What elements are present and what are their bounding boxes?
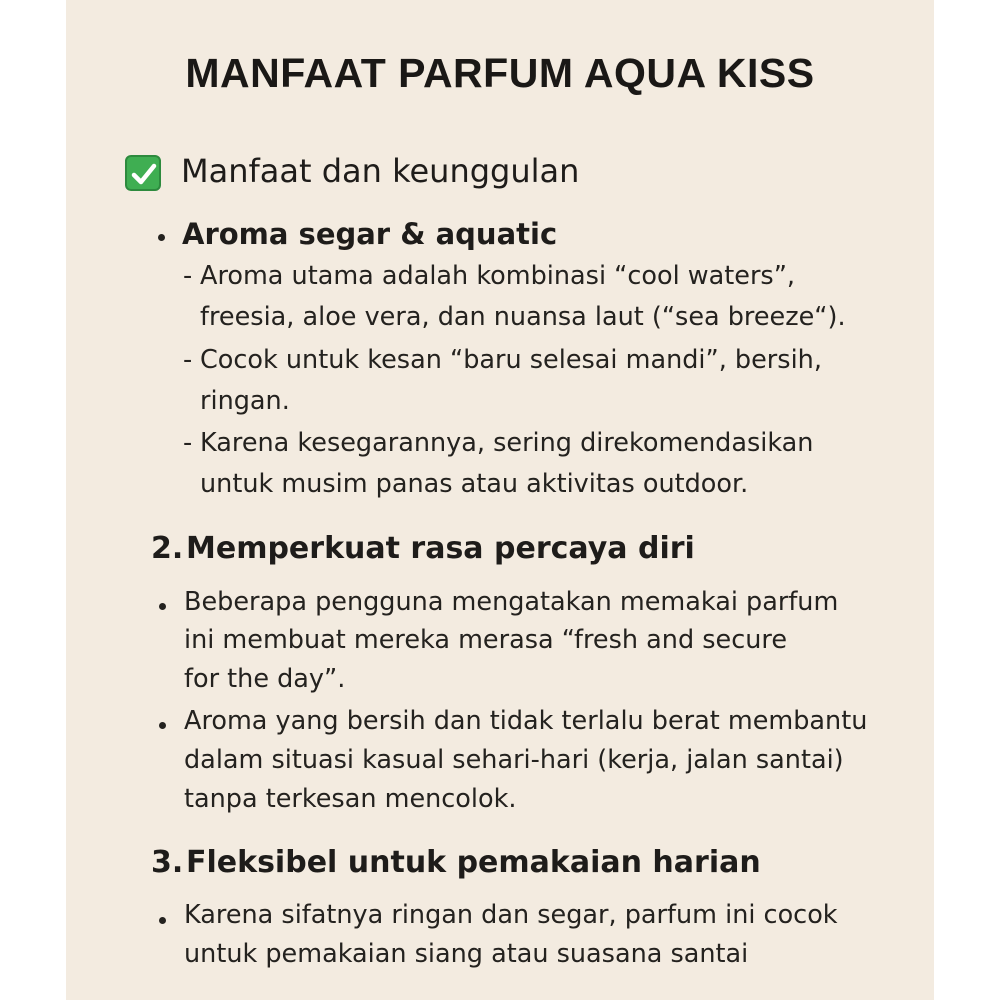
bullet-line: dalam situasi kasual sehari-hari (kerja, jalan santai) [184, 745, 844, 775]
sub-item-marker: - [183, 428, 193, 458]
section-3-number: 3. [151, 845, 184, 880]
section-1-point-label: Aroma segar & aquatic [182, 217, 558, 251]
sub-item-line: untuk musim panas atau aktivitas outdoor. [200, 469, 749, 499]
page-title: MANFAAT PARFUM AQUA KISS [185, 50, 815, 96]
bullet-line: untuk pemakaian siang atau suasana santai [184, 939, 749, 969]
sub-item-line: freesia, aloe vera, dan nuansa laut (“sea breeze“). [200, 302, 846, 332]
sub-item-line: Cocok untuk kesan “baru selesai mandi”, bersih, [200, 345, 822, 375]
sub-item-line: Aroma utama adalah kombinasi “cool waters”, [200, 261, 796, 291]
bullet-icon [158, 234, 165, 241]
sub-item-marker: - [183, 261, 193, 291]
bullet-line: Aroma yang bersih dan tidak terlalu berat membantu [184, 706, 868, 736]
bullet-line: Karena sifatnya ringan dan segar, parfum ini cocok [184, 900, 838, 930]
bullet-line: Beberapa pengguna mengatakan memakai parfum [184, 587, 839, 617]
bullet-icon [159, 603, 166, 610]
section-2-number: 2. [151, 531, 184, 566]
bullet-icon [159, 917, 166, 924]
bullet-line: ini membuat mereka merasa “fresh and secure [184, 625, 788, 655]
section-3-heading: Fleksibel untuk pemakaian harian [186, 845, 761, 880]
sub-item-marker: - [183, 345, 193, 375]
sub-item-line: Karena kesegarannya, sering direkomendasikan [200, 428, 814, 458]
bullet-line: tanpa terkesan mencolok. [184, 784, 517, 814]
sub-item-line: ringan. [200, 386, 290, 416]
bullet-line: for the day”. [184, 664, 346, 694]
bullet-icon [159, 722, 166, 729]
section-2-heading: Memperkuat rasa percaya diri [186, 531, 695, 566]
section-1-heading: Manfaat dan keunggulan [181, 152, 580, 190]
check-mark-icon [125, 155, 161, 191]
